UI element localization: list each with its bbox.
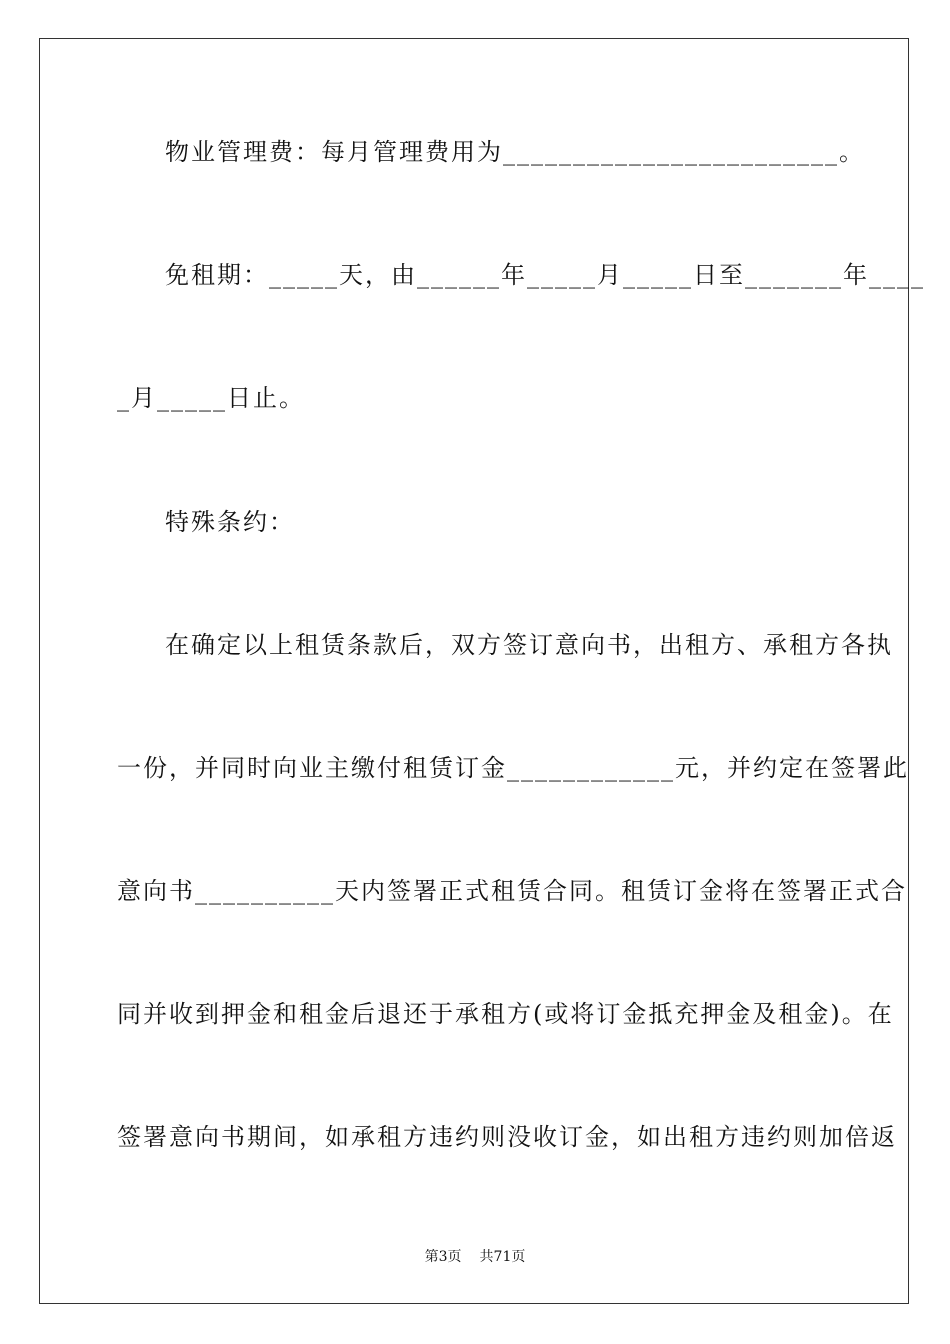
page-number: 第3页 <box>424 1249 462 1265</box>
page-total: 共71页 <box>479 1249 526 1265</box>
page-border <box>39 38 925 1304</box>
text-line-rent-free-period: 免租期：_____天，由______年_____月_____日至_______年____ <box>165 261 925 289</box>
text-line-special-terms-heading: 特殊条约： <box>165 508 295 536</box>
text-line-paragraph-1: 在确定以上租赁条款后，双方签订意向书，出租方、承租方各执 <box>165 631 893 659</box>
text-line-paragraph-3: 意向书__________天内签署正式租赁合同。租赁订金将在签署正式合 <box>117 877 907 905</box>
text-line-rent-free-end: _月_____日止。 <box>117 384 305 412</box>
text-line-paragraph-5: 签署意向书期间，如承租方违约则没收订金，如出租方违约则加倍返 <box>117 1123 897 1151</box>
text-line-paragraph-4: 同并收到押金和租金后退还于承租方(或将订金抵充押金及租金)。在 <box>117 1000 894 1028</box>
page-footer <box>0 1248 950 1266</box>
text-line-management-fee: 物业管理费：每月管理费用为________________________。 <box>165 138 865 166</box>
text-line-paragraph-2: 一份，并同时向业主缴付租赁订金____________元，并约定在签署此 <box>117 754 909 782</box>
